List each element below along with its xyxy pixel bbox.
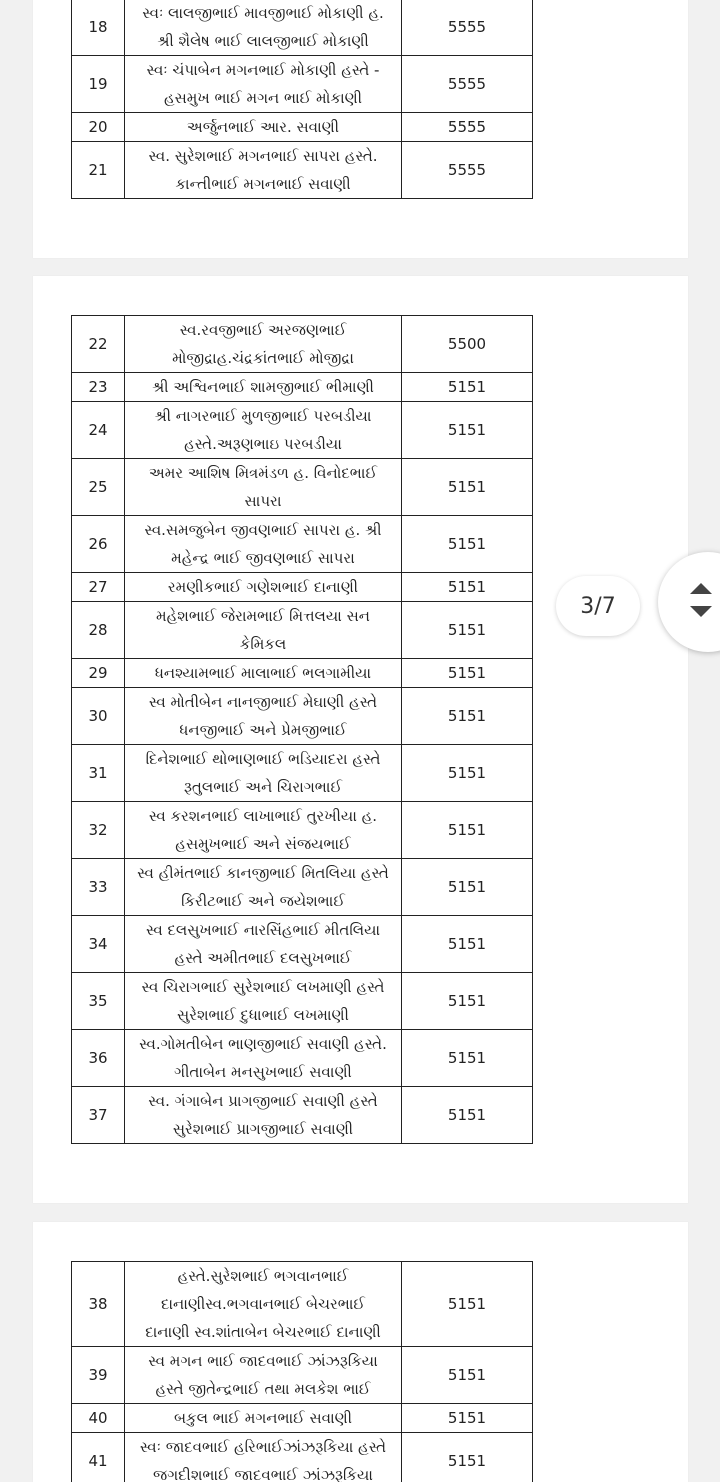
table-row (72, 802, 533, 859)
table-row (72, 745, 533, 802)
serial-number-cell: 38 (72, 1262, 125, 1347)
serial-number-cell: 23 (72, 373, 125, 402)
donor-name-cell (125, 316, 402, 373)
amount-cell: 5151 (402, 859, 533, 916)
donor-name-line: અર્જુનભાઈ આર. સવાણી (125, 113, 401, 141)
table-row (72, 1030, 533, 1087)
table-row (72, 1404, 533, 1433)
serial-number-cell: 22 (72, 316, 125, 373)
up-down-arrows-icon (688, 580, 714, 620)
amount-cell: 5151 (402, 973, 533, 1030)
serial-number-cell: 33 (72, 859, 125, 916)
donor-name-line: સ્વ. સુરેશભાઈ મગનભાઈ સાપરા હસ્તે. (125, 142, 401, 170)
donor-name-line: દાનાણીસ્વ.ભગવાનભાઈ બેચરભાઈ (125, 1290, 401, 1318)
table-row (72, 316, 533, 373)
donor-name-cell (125, 1347, 402, 1404)
donor-name-line: સ્વ.સમજુબેન જીવણભાઈ સાપરા હ. શ્રી (125, 516, 401, 544)
serial-number-cell: 34 (72, 916, 125, 973)
donor-name-cell (125, 1030, 402, 1087)
amount-cell: 5555 (402, 142, 533, 199)
amount-cell: 5151 (402, 1087, 533, 1144)
serial-number-cell: 28 (72, 602, 125, 659)
donor-name-line: હસ્તે.અરૂણભાઇ પરબડીયા (125, 430, 401, 458)
donor-table (71, 1261, 533, 1482)
donor-name-line: સ્વઃ ચંપાબેન મગનભાઈ મોકાણી હસ્તે - (125, 56, 401, 84)
serial-number-cell: 27 (72, 573, 125, 602)
pdf-page-2 (33, 276, 688, 1203)
donor-name-line: સ્વઃ જાદવભાઈ હરિભાઈઝાંઝરૂકિયા હસ્તે (125, 1433, 401, 1461)
amount-cell: 5151 (402, 802, 533, 859)
donor-name-cell (125, 516, 402, 573)
donor-name-line: દાનાણી સ્વ.શાંતાબેન બેચરભાઈ દાનાણી (125, 1318, 401, 1346)
table-row (72, 688, 533, 745)
donor-name-line: કાન્તીભાઈ મગનભાઈ સવાણી (125, 170, 401, 198)
donor-name-line: શ્રી શૈલેષ ભાઈ લાલજીભાઈ મોકાણી (125, 27, 401, 55)
table-row (72, 916, 533, 973)
donor-name-line: સ્વ ચિરાગભાઈ સુરેશભાઈ લખમાણી હસ્તે (125, 973, 401, 1001)
donor-name-line: હસમુખભાઈ અને સંજયભાઈ (125, 830, 401, 858)
table-row (72, 1433, 533, 1482)
donor-name-cell (125, 916, 402, 973)
table-row (72, 516, 533, 573)
donor-name-line: હસ્તે.સુરેશભાઈ ભગવાનભાઈ (125, 1262, 401, 1290)
serial-number-cell: 25 (72, 459, 125, 516)
amount-cell: 5151 (402, 602, 533, 659)
donor-name-cell (125, 142, 402, 199)
amount-cell: 5555 (402, 0, 533, 56)
donor-name-line: ધનશ્યામભાઈ માલાભાઈ ભલગામીયા (125, 659, 401, 687)
amount-cell: 5151 (402, 573, 533, 602)
donor-name-cell (125, 602, 402, 659)
table-row (72, 0, 533, 56)
pdf-page-3 (33, 1222, 688, 1482)
table-row (72, 113, 533, 142)
serial-number-cell: 39 (72, 1347, 125, 1404)
donor-name-cell (125, 745, 402, 802)
donor-name-cell (125, 659, 402, 688)
serial-number-cell: 29 (72, 659, 125, 688)
donor-name-line: સ્વ.ગોમતીબેન ભાણજીભાઈ સવાણી હસ્તે. (125, 1030, 401, 1058)
amount-cell: 5151 (402, 1347, 533, 1404)
amount-cell: 5151 (402, 688, 533, 745)
table-row (72, 973, 533, 1030)
donor-name-cell (125, 0, 402, 56)
table-row (72, 1087, 533, 1144)
amount-cell: 5151 (402, 459, 533, 516)
donor-name-line: મહેન્દ્ર ભાઈ જીવણભાઈ સાપરા (125, 544, 401, 572)
amount-cell: 5555 (402, 56, 533, 113)
donor-name-line: શ્રી નાગરભાઈ મુળજીભાઈ પરબડીયા (125, 402, 401, 430)
amount-cell: 5151 (402, 916, 533, 973)
serial-number-cell: 20 (72, 113, 125, 142)
serial-number-cell: 30 (72, 688, 125, 745)
serial-number-cell: 35 (72, 973, 125, 1030)
donor-name-line: ગીતાબેન મનસુખભાઈ સવાણી (125, 1058, 401, 1086)
table-row (72, 402, 533, 459)
table-row (72, 659, 533, 688)
serial-number-cell: 18 (72, 0, 125, 56)
serial-number-cell: 24 (72, 402, 125, 459)
donor-name-line: સ્વ કરશનભાઈ લાખાભાઈ તુરખીયા હ. (125, 802, 401, 830)
donor-name-line: કિરીટભાઈ અને જયેશભાઈ (125, 887, 401, 915)
donor-name-line: સુરેશભાઈ દુધાભાઈ લખમાણી (125, 1001, 401, 1029)
donor-name-line: બકુલ ભાઈ મગનભાઈ સવાણી (125, 1404, 401, 1432)
donor-name-line: સુરેશભાઈ પ્રાગજીભાઈ સવાણી (125, 1115, 401, 1143)
amount-cell: 5151 (402, 1433, 533, 1482)
serial-number-cell: 19 (72, 56, 125, 113)
donor-name-line: ધનજીભાઈ અને પ્રેમજીભાઈ (125, 716, 401, 744)
donor-name-line: સ્વ મગન ભાઈ જાદવભાઈ ઝાંઝરૂકિયા (125, 1347, 401, 1375)
donor-name-cell (125, 802, 402, 859)
donor-name-line: સ્વઃ લાલજીભાઈ માવજીભાઈ મોકાણી હ. (125, 0, 401, 27)
donor-name-line: રમણીકભાઈ ગણેશભાઈ દાનાણી (125, 573, 401, 601)
table-row (72, 602, 533, 659)
donor-name-line: સાપરા (125, 487, 401, 515)
table-row (72, 373, 533, 402)
serial-number-cell: 26 (72, 516, 125, 573)
donor-name-line: હસ્તે અમીતભાઈ દલસુખભાઈ (125, 944, 401, 972)
page-indicator-text: 3/7 (580, 594, 615, 619)
table-row (72, 56, 533, 113)
amount-cell: 5151 (402, 1030, 533, 1087)
amount-cell: 5555 (402, 113, 533, 142)
donor-name-cell (125, 373, 402, 402)
donor-name-cell (125, 1262, 402, 1347)
amount-cell: 5151 (402, 516, 533, 573)
donor-name-line: સ્વ હીમંતભાઈ કાનજીભાઈ મિતલિયા હસ્તે (125, 859, 401, 887)
donor-name-line: સ્વ.રવજીભાઈ અરજણભાઈ (125, 316, 401, 344)
donor-name-cell (125, 459, 402, 516)
serial-number-cell: 36 (72, 1030, 125, 1087)
donor-name-cell (125, 56, 402, 113)
amount-cell: 5151 (402, 373, 533, 402)
serial-number-cell: 40 (72, 1404, 125, 1433)
table-row (72, 142, 533, 199)
amount-cell: 5151 (402, 659, 533, 688)
amount-cell: 5151 (402, 1404, 533, 1433)
table-row (72, 1262, 533, 1347)
donor-name-cell (125, 402, 402, 459)
table-row (72, 459, 533, 516)
donor-name-line: જગદીશભાઈ જાદવભાઈ ઝાંઝરૂકિયા (125, 1461, 401, 1482)
serial-number-cell: 21 (72, 142, 125, 199)
donor-name-cell (125, 859, 402, 916)
donor-name-line: મોજીદ્રાહ.ચંદ્રકાંતભાઈ મોજીદ્રા (125, 344, 401, 372)
serial-number-cell: 32 (72, 802, 125, 859)
donor-table (71, 315, 533, 1144)
donor-name-line: સ્વ મોતીબેન નાનજીભાઈ મેઘાણી હસ્તે (125, 688, 401, 716)
donor-name-cell (125, 573, 402, 602)
amount-cell: 5151 (402, 402, 533, 459)
donor-name-cell (125, 1433, 402, 1482)
donor-name-cell (125, 688, 402, 745)
donor-name-cell (125, 1404, 402, 1433)
donor-name-line: સ્વ દલસુખભાઈ નારસિંહભાઈ મીતલિયા (125, 916, 401, 944)
table-row (72, 573, 533, 602)
pdf-page-1 (33, 0, 688, 258)
amount-cell: 5500 (402, 316, 533, 373)
donor-table (71, 0, 533, 199)
donor-name-line: હસ્તે જીતેન્દ્રભાઈ તથા મલકેશ ભાઈ (125, 1375, 401, 1403)
amount-cell: 5151 (402, 1262, 533, 1347)
page-indicator (556, 576, 640, 636)
donor-name-line: કેમિકલ (125, 630, 401, 658)
serial-number-cell: 41 (72, 1433, 125, 1482)
donor-name-line: અમર આશિષ મિત્રમંડળ હ. વિનોદભાઈ (125, 459, 401, 487)
donor-name-line: દિનેશભાઈ થોભાણભાઈ ભડિયાદરા હસ્તે (125, 745, 401, 773)
donor-name-line: મહેશભાઈ જેરામભાઈ મિત્તલયા સન (125, 602, 401, 630)
serial-number-cell: 31 (72, 745, 125, 802)
donor-name-line: શ્રી અશ્વિનભાઈ શામજીભાઈ ભીમાણી (125, 373, 401, 401)
donor-name-line: સ્વ. ગંગાબેન પ્રાગજીભાઈ સવાણી હસ્તે (125, 1087, 401, 1115)
donor-name-line: રૂતુલભાઈ અને ચિરાગભાઈ (125, 773, 401, 801)
table-row (72, 859, 533, 916)
table-row (72, 1347, 533, 1404)
donor-name-cell (125, 113, 402, 142)
donor-name-cell (125, 1087, 402, 1144)
serial-number-cell: 37 (72, 1087, 125, 1144)
amount-cell: 5151 (402, 745, 533, 802)
donor-name-line: હસમુખ ભાઈ મગન ભાઈ મોકાણી (125, 84, 401, 112)
donor-name-cell (125, 973, 402, 1030)
